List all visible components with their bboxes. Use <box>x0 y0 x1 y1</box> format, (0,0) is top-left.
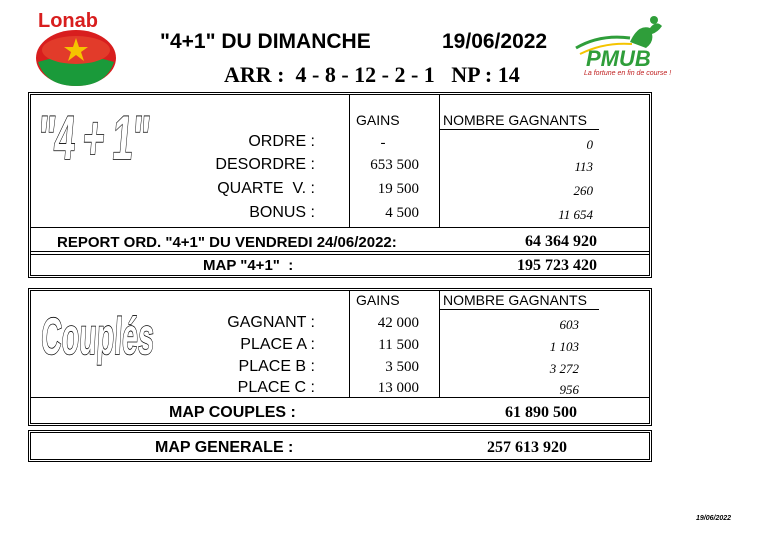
section-4plus1 <box>28 92 652 278</box>
lonab-logo <box>34 10 118 88</box>
draw-date: 19/06/2022 <box>442 30 548 53</box>
row-label: PLACE C : <box>237 379 315 396</box>
divider <box>439 291 440 397</box>
lonab-wordmark: Lonab <box>38 10 98 32</box>
row-label: PLACE B : <box>238 358 315 375</box>
report-label: REPORT ORD. "4+1" DU VENDREDI 24/06/2022: <box>57 234 397 251</box>
row-gagnants: 603 <box>559 317 579 332</box>
row-label: ORDRE : <box>248 133 315 150</box>
row-label: QUARTE V. : <box>217 180 315 197</box>
row-gain: 42 000 <box>377 315 419 331</box>
row-gagnants: 11 654 <box>558 207 593 222</box>
map-generale-value: 257 613 920 <box>487 439 567 456</box>
divider <box>349 95 350 227</box>
section-couples <box>28 288 652 426</box>
map-couples-value: 61 890 500 <box>505 404 577 421</box>
col-header-gains: GAINS <box>356 292 400 308</box>
map-couples-label: MAP COUPLES : <box>169 404 296 421</box>
page-title: "4+1" DU DIMANCHE <box>160 30 371 53</box>
row-gain: - <box>380 135 386 151</box>
divider <box>31 397 649 398</box>
row-label: PLACE A : <box>240 336 315 353</box>
footer-date: 19/06/2022 <box>696 515 732 522</box>
pmub-logo <box>570 14 680 82</box>
divider <box>439 95 440 227</box>
row-gagnants: 1 103 <box>549 339 579 354</box>
row-gain: 653 500 <box>370 157 419 173</box>
row-gain: 13 000 <box>377 380 419 396</box>
map-label: MAP "4+1" : <box>203 257 294 274</box>
map-value: 195 723 420 <box>517 257 597 274</box>
row-label: GAGNANT : <box>227 314 315 331</box>
arrivee-line: ARR : 4 - 8 - 12 - 2 - 1 NP : 14 <box>224 62 520 87</box>
divider <box>31 227 649 228</box>
divider <box>31 254 649 255</box>
divider <box>31 251 649 252</box>
row-gagnants: 0 <box>586 137 593 152</box>
divider <box>439 309 599 310</box>
row-gain: 3 500 <box>385 359 419 375</box>
pmub-tagline: La fortune en fin de course ! <box>584 70 672 77</box>
report-value: 64 364 920 <box>525 233 597 250</box>
divider <box>439 129 599 130</box>
row-label: BONUS : <box>249 204 315 221</box>
row-gagnants: 113 <box>574 159 593 174</box>
row-gain: 11 500 <box>378 337 419 353</box>
row-gagnants: 260 <box>573 183 593 198</box>
col-header-gagnants: NOMBRE GAGNANTS <box>443 112 587 128</box>
map-generale-label: MAP GENERALE : <box>155 439 294 456</box>
pmub-wordmark: PMUB <box>586 46 651 71</box>
row-gain: 19 500 <box>377 181 419 197</box>
row-gagnants: 956 <box>559 382 579 397</box>
col-header-gains: GAINS <box>356 112 400 128</box>
section2-big-label: Couplés <box>39 308 156 366</box>
row-label: DESORDRE : <box>215 156 315 173</box>
col-header-gagnants: NOMBRE GAGNANTS <box>443 292 587 308</box>
row-gain: 4 500 <box>385 205 419 221</box>
row-gagnants: 3 272 <box>549 361 579 376</box>
section-map-generale <box>28 430 652 462</box>
section1-big-label: "4 + 1" <box>35 104 152 173</box>
